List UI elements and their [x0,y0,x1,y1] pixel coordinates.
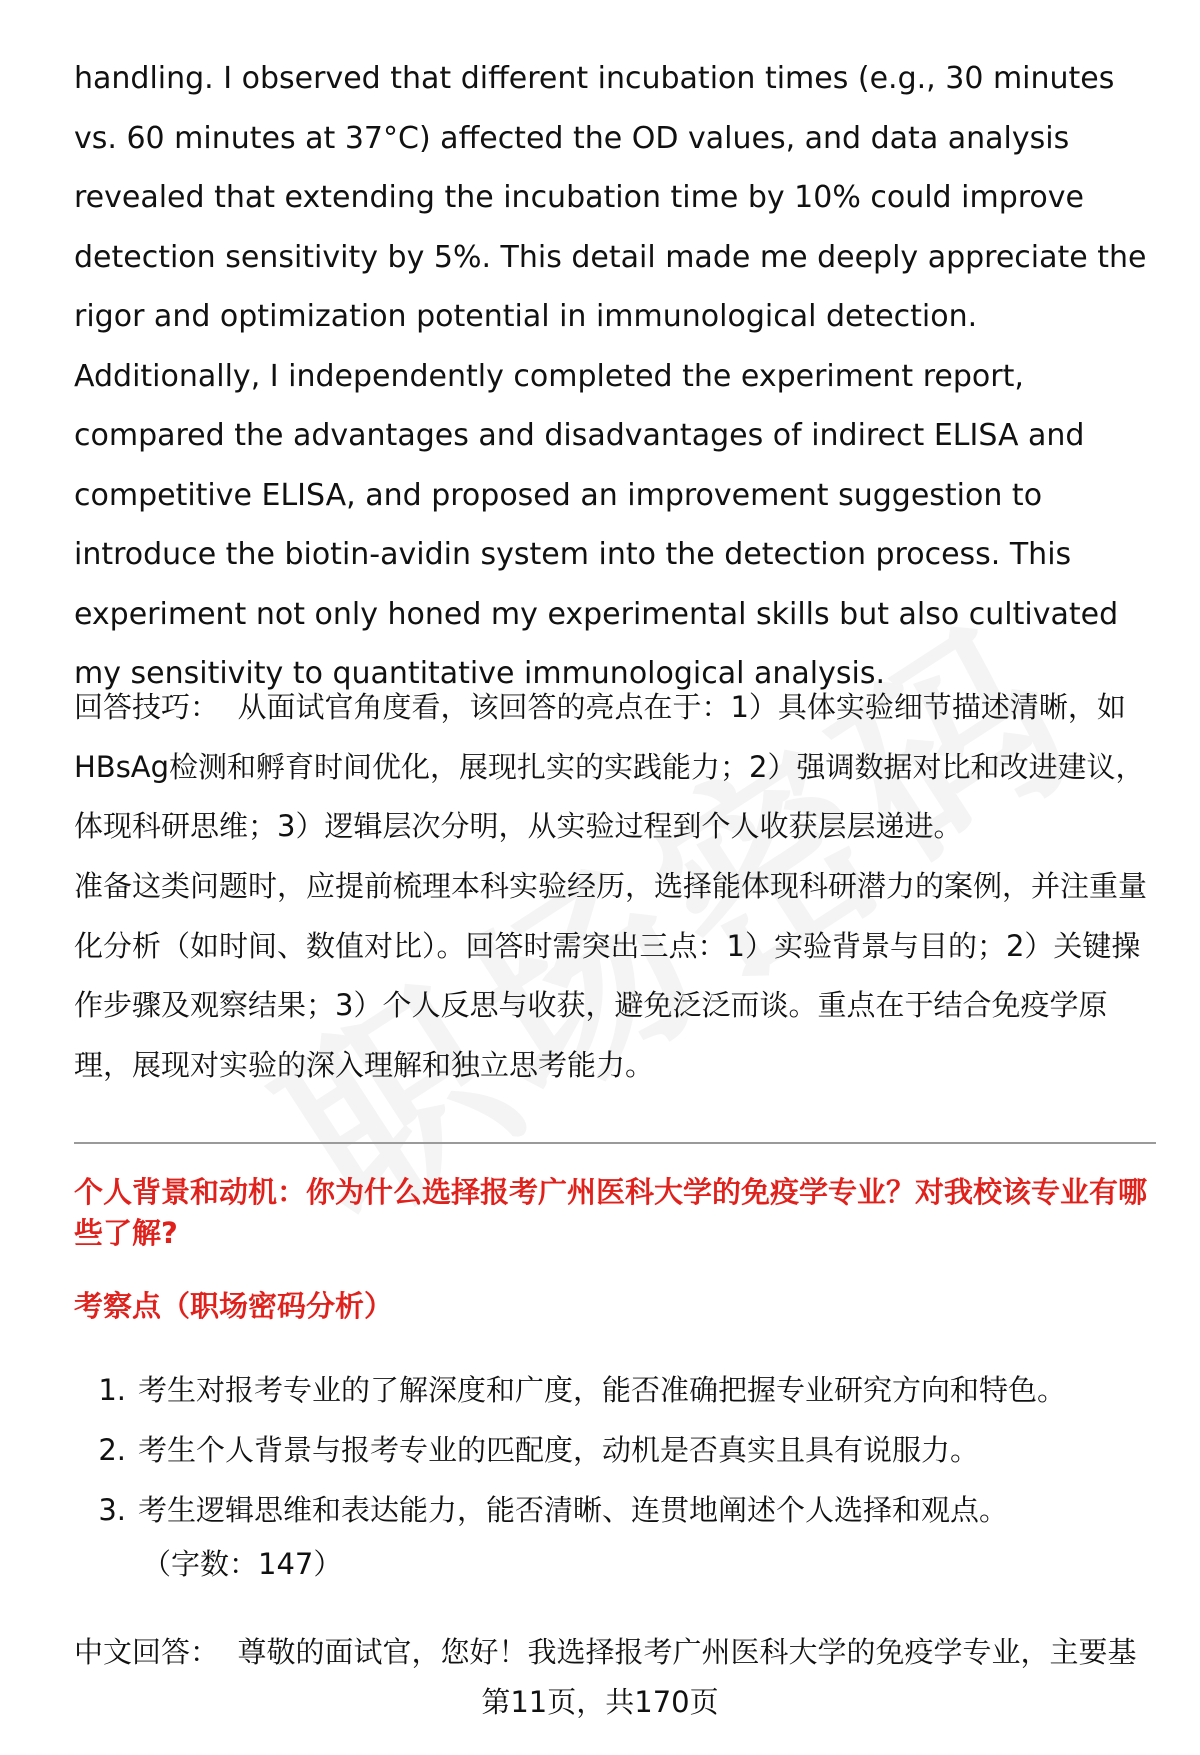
list-item-number: 1. [98,1373,126,1407]
page-number-footer: 第11页，共170页 [481,1685,719,1719]
tips-label: 回答技巧： [74,690,220,724]
answer-tips-paragraph [74,678,1154,857]
section-divider [74,1142,1156,1144]
assessment-points-list [74,1360,1154,1540]
list-item-number: 2. [98,1433,126,1467]
list-item-number: 3. [98,1493,126,1527]
list-item [74,1360,1154,1420]
chinese-answer-paragraph [74,1632,1164,1672]
tips-text: 从面试官角度看，该回答的亮点在于：1）具体实验细节描述清晰，如HBsAg检测和孵育时间优化，展现扎实的实践能力；2）强调数据对比和改进建议，体现科研思维；3）逻辑层次分明，从实验过程到个人收获层层递进。 [74,690,1145,843]
list-item-text: 考生逻辑思维和表达能力，能否清晰、连贯地阐述个人选择和观点。 [138,1493,1009,1527]
english-answer-paragraph: handling. I observed that different incubation times (e.g., 30 minutes vs. 60 minutes at 37°C) affected the OD values, and data analysis revealed that extending the incubation time by 10% could improve detection sensitivity by 5%. This detail made me deeply appreciate the rigor and optimization potential in immunological detection. Additionally, I independently completed the experiment report, compared the advantages and disadvantages of indirect ELISA and competitive ELISA, and proposed an improvement suggestion to introduce the biotin-avidin system into the detection process. This experiment not only honed my experimental skills but also cultivated my sensitivity to quantitative immunological analysis. [74,61,1147,691]
list-item-text: 考生对报考专业的了解深度和广度，能否准确把握专业研究方向和特色。 [138,1373,1067,1407]
list-item [74,1420,1154,1480]
word-count: （字数：147） [142,1547,343,1581]
question-heading: 个人背景和动机：你为什么选择报考广州医科大学的免疫学专业？对我校该专业有哪些了解? [74,1175,1148,1250]
answer-label: 中文回答： [74,1635,220,1669]
list-item [74,1480,1154,1540]
assessment-points-title: 考察点（职场密码分析） [74,1289,394,1323]
answer-text: 尊敬的面试官，您好！我选择报考广州医科大学的免疫学专业，主要基 [237,1635,1137,1669]
preparation-paragraph: 准备这类问题时，应提前梳理本科实验经历，选择能体现科研潜力的案例，并注重量化分析（如时间、数值对比）。回答时需突出三点：1）实验背景与目的；2）关键操作步骤及观察结果；3）个人反思与收获，避免泛泛而谈。重点在于结合免疫学原理，展现对实验的深入理解和独立思考能力。 [74,869,1148,1082]
list-item-text: 考生个人背景与报考专业的匹配度，动机是否真实且具有说服力。 [138,1433,980,1467]
